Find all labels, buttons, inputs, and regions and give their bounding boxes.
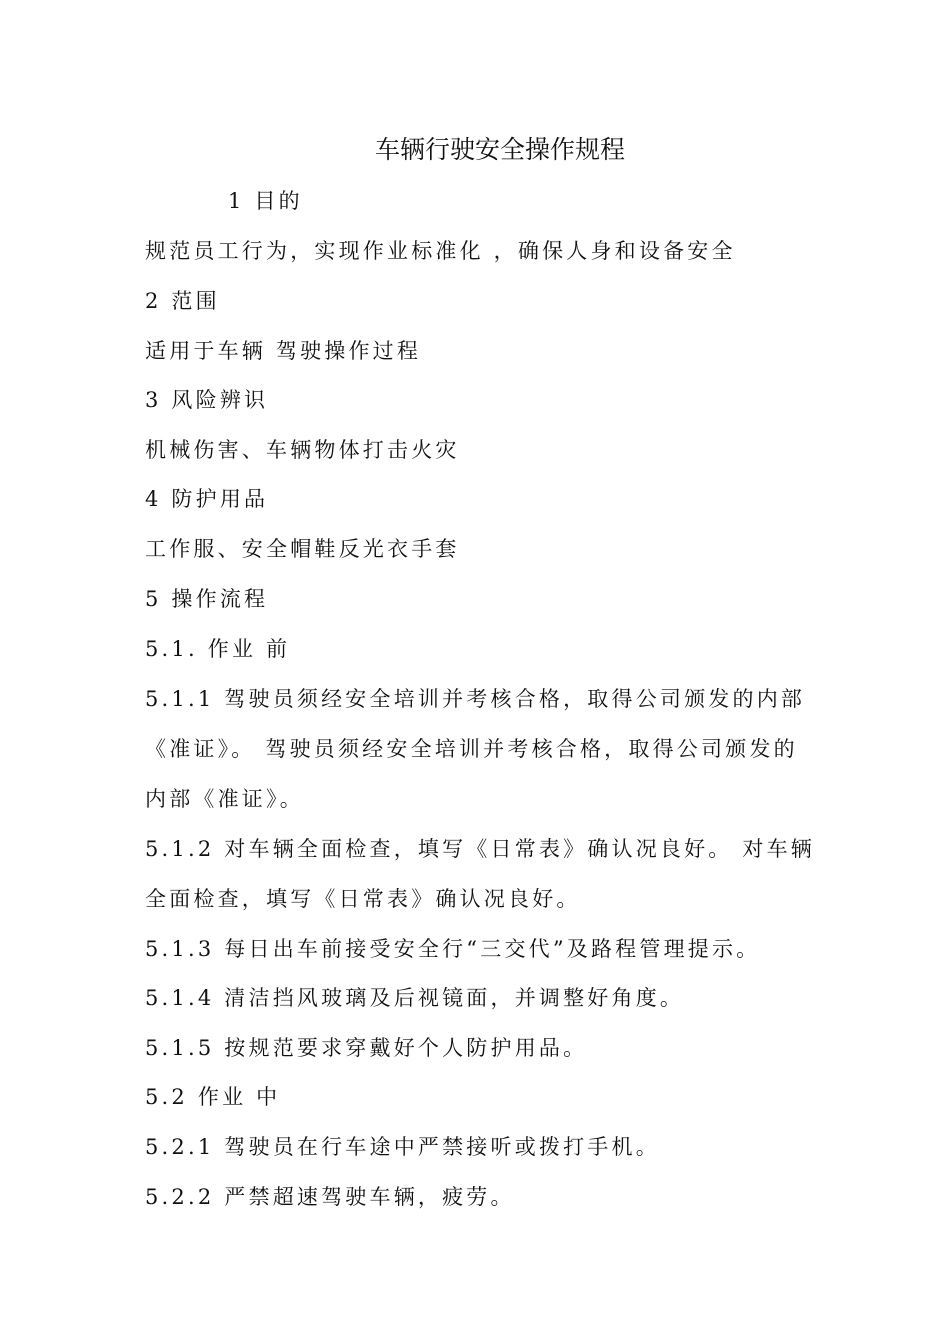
subsection-heading-before: 5.1. 作业 前 <box>145 637 291 661</box>
document-title: 车辆行驶安全操作规程 <box>374 135 625 164</box>
paragraph-5-2-2: 5.2.2 严禁超速驾驶车辆，疲劳。 <box>145 1185 515 1209</box>
paragraph-5-1-1-line-2: 《准证》。 驾驶员须经安全培训并考核合格，取得公司颁发的 <box>145 737 798 761</box>
paragraph-risk: 机械伤害、车辆物体打击火灾 <box>145 438 460 462</box>
paragraph-5-1-4: 5.1.4 清洁挡风玻璃及后视镜面，并调整好角度。 <box>145 986 685 1010</box>
paragraph-5-1-1-line-3: 内部《准证》。 <box>145 787 304 811</box>
section-heading-purpose: 1 目的 <box>228 189 303 213</box>
section-heading-procedure: 5 操作流程 <box>145 587 269 611</box>
paragraph-5-1-2-line-1: 5.1.2 对车辆全面检查，填写《日常表》确认况良好。 对车辆 <box>145 837 815 861</box>
paragraph-ppe: 工作服、安全帽鞋反光衣手套 <box>145 537 460 561</box>
subsection-heading-during: 5.2 作业 中 <box>145 1085 281 1109</box>
section-heading-ppe: 4 防护用品 <box>145 487 269 511</box>
paragraph-purpose: 规范员工行为，实现作业标准化 ，确保人身和设备安全 <box>145 239 736 263</box>
paragraph-5-1-5: 5.1.5 按规范要求穿戴好个人防护用品。 <box>145 1036 588 1060</box>
paragraph-5-1-3: 5.1.3 每日出车前接受安全行“三交代”及路程管理提示。 <box>145 937 761 961</box>
paragraph-scope: 适用于车辆 驾驶操作过程 <box>145 339 422 363</box>
section-heading-scope: 2 范围 <box>145 289 220 313</box>
paragraph-5-1-2-line-2: 全面检查，填写《日常表》确认况良好。 <box>145 887 581 911</box>
section-heading-risk: 3 风险辨识 <box>145 388 269 412</box>
paragraph-5-1-1-line-1: 5.1.1 驾驶员须经安全培训并考核合格，取得公司颁发的内部 <box>145 687 806 711</box>
paragraph-5-2-1: 5.2.1 驾驶员在行车途中严禁接听或拨打手机。 <box>145 1135 660 1159</box>
